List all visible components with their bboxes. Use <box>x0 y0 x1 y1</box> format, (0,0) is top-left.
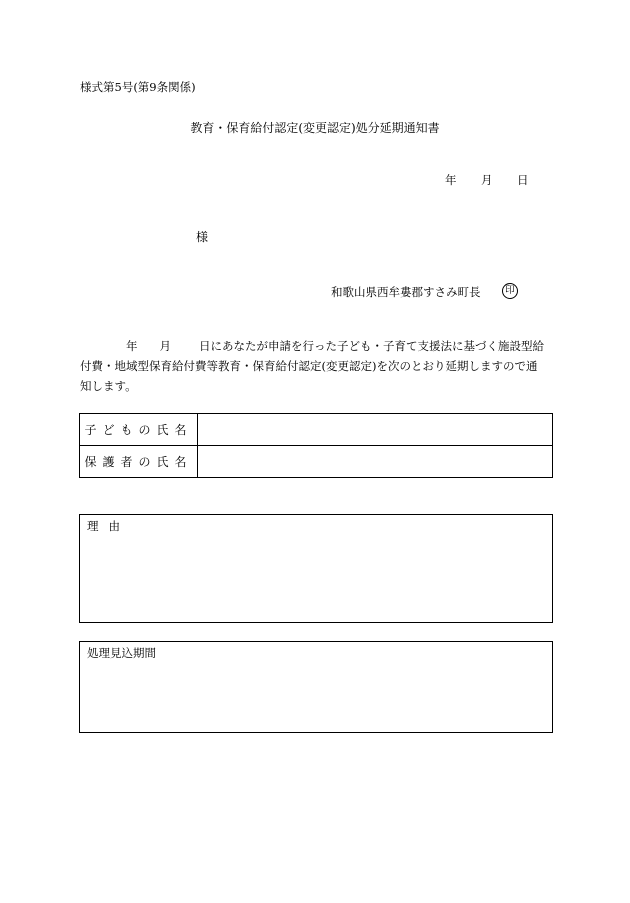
body-text-1: 日にあなたが申請を行った子ども・子育て支援法に基づく施設型給 <box>199 339 544 353</box>
child-name-label: 子どもの氏名 <box>80 414 198 446</box>
body-line-3: 知します。 <box>80 379 137 393</box>
date-year: 年 <box>445 173 457 187</box>
names-table <box>79 413 553 478</box>
document-title: 教育・保育給付認定(変更認定)処分延期通知書 <box>190 121 440 135</box>
form-number: 様式第5号(第9条関係) <box>80 80 196 94</box>
table-row <box>80 414 553 446</box>
guardian-name-label: 保護者の氏名 <box>80 446 198 478</box>
processing-period-label: 処理見込期間 <box>87 646 156 660</box>
child-name-field[interactable] <box>198 414 553 446</box>
body-month: 月 <box>159 339 171 353</box>
date-month: 月 <box>481 173 493 187</box>
processing-period-box[interactable] <box>79 641 553 733</box>
guardian-name-field[interactable] <box>198 446 553 478</box>
reason-label: 理由 <box>87 519 130 533</box>
issuer-name: 和歌山県西牟婁郡すさみ町長 <box>331 285 481 299</box>
addressee-suffix: 様 <box>196 230 209 244</box>
body-line-1 <box>80 341 544 353</box>
seal-mark: 印 <box>502 283 518 299</box>
reason-box[interactable] <box>79 514 553 623</box>
body-line-2: 付費・地域型保育給付費等教育・保育給付認定(変更認定)を次のとおり延期しますので通 <box>80 359 538 373</box>
body-year: 年 <box>126 339 138 353</box>
date-day: 日 <box>517 173 529 187</box>
table-row <box>80 446 553 478</box>
